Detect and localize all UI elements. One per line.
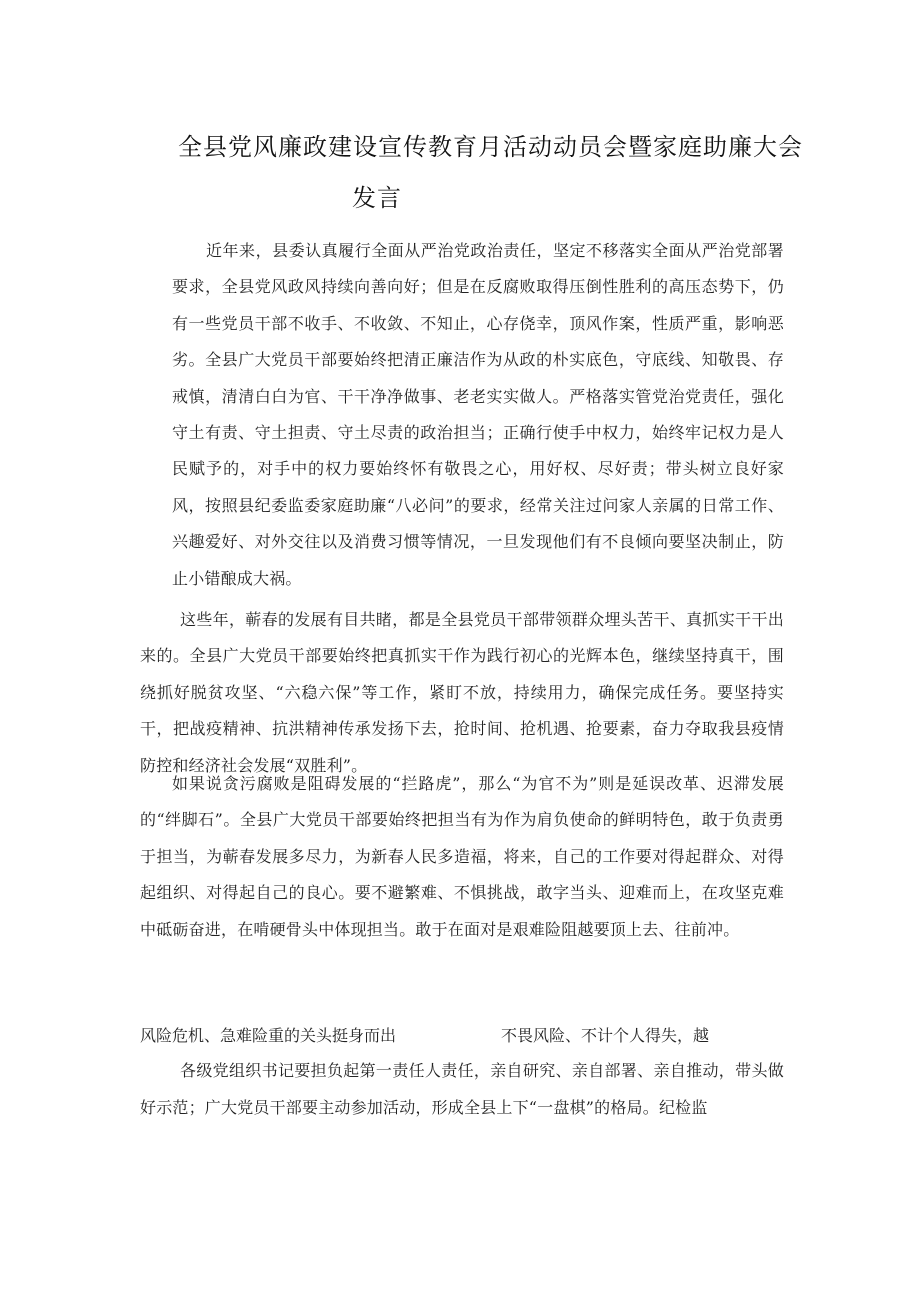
fragment-left: 风险危机、急难险重的关头挺身而出 — [140, 1026, 397, 1045]
document-title-line1: 全县党风廉政建设宣传教育月活动动员会暨家庭助廉大会 — [178, 133, 803, 161]
document-title-line2: 发言 — [352, 184, 402, 212]
fragment-right: 不畏风险、不计个人得失，越 — [501, 1026, 710, 1045]
paragraph-4: 各级党组织书记要担负起第一责任人责任，亲自研究、亲自部署、亲自推动，带头做好示范；广大党员干部要主动参加活动，形成全县上下“一盘棋”的格局。纪检监 — [140, 1061, 784, 1117]
paragraph-1: 近年来，县委认真履行全面从严治党政治责任，坚定不移落实全面从严治党部署要求，全县党风政风持续向善向好；但是在反腐败取得压倒性胜利的高压态势下，仍有一些党员干部不收手、不收敛、不知止，心存侥幸，顶风作案，性质严重，影响恶劣。全县广大党员干部要始终把清正廉洁作为从政的朴实底色，守底线、知敬畏、存戒慎，清清白白为官、干干净净做事、老老实实做人。严格落实管党治党责任，强化守土有责、守土担责、守土尽责的政治担当；正确行使手中权力，始终牢记权力是人民赋予的，对手中的权力要始终怀有敬畏之心，用好权、尽好责；带头树立良好家风，按照县纪委监委家庭助廉“八必问”的要求，经常关注过问家人亲属的日常工作、兴趣爱好、对外交往以及消费习惯等情况，一旦发现他们有不良倾向要坚决制止，防止小错酿成大祸。 — [172, 241, 784, 588]
paragraph-2: 这些年，蕲春的发展有目共睹，都是全县党员干部带领群众埋头苦干、真抓实干干出来的。全县广大党员干部要始终把真抓实干作为践行初心的光辉本色，继续坚持真干，围绕抓好脱贫攻坚、“六稳六保”等工作，紧盯不放，持续用力，确保完成任务。要坚持实干，把战疫精神、抗洪精神传承发扬下去，抢时间、抢机遇、抢要素，奋力夺取我县疫情防控和经济社会发展“双胜利”。 — [140, 610, 784, 775]
paragraph-3: 如果说贪污腐败是阻碍发展的“拦路虎”，那么“为官不为”则是延误改革、迟滞发展的“绊脚石”。全县广大党员干部要始终把担当有为作为肩负使命的鲜明特色，敢于负责勇于担当，为蕲春发展多尽力，为新春人民多造福，将来，自己的工作要对得起群众、对得起组织、对得起自己的良心。要不避繁难、不惧挑战，敢字当头、迎难而上，在攻坚克难中砥砺奋进，在啃硬骨头中体现担当。敢于在面对是艰难险阻越要顶上去、往前冲。 — [140, 774, 784, 939]
